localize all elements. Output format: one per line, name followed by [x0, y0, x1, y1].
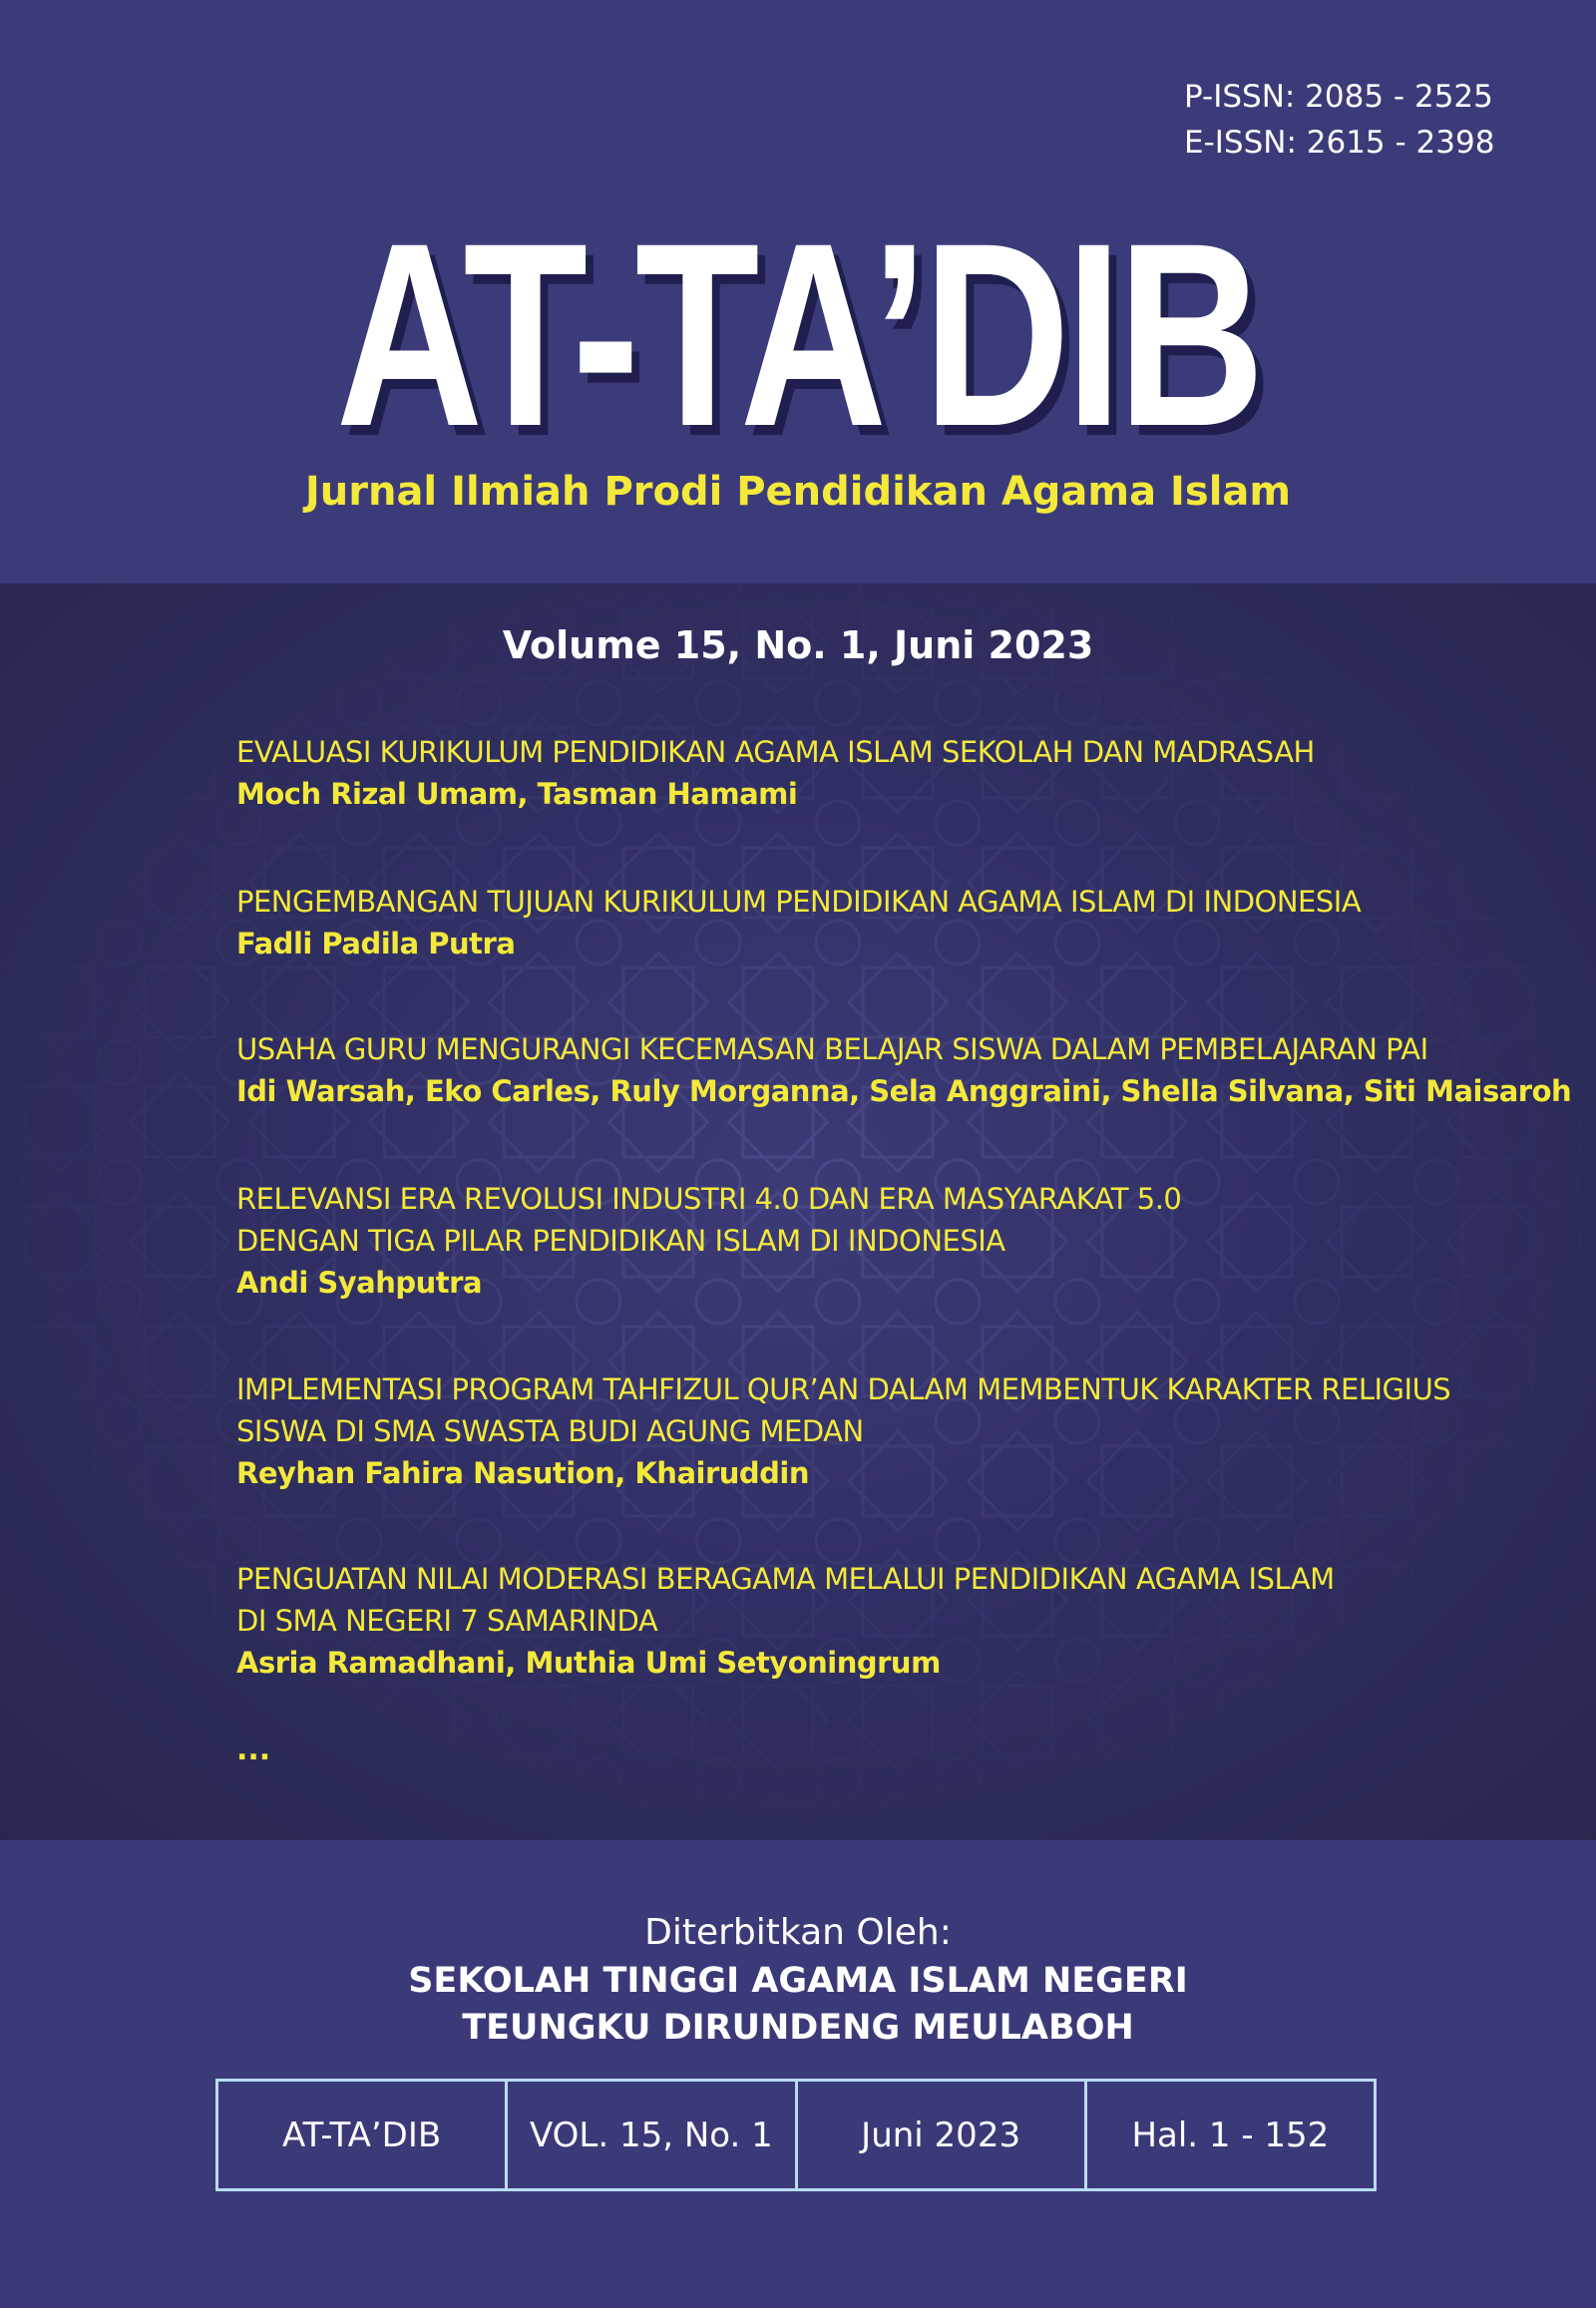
article-authors: Asria Ramadhani, Muthia Umi Setyoningrum [236, 1646, 941, 1680]
article-authors: Reyhan Fahira Nasution, Khairuddin [236, 1456, 810, 1490]
article-title-continued: DI SMA NEGERI 7 SAMARINDA [236, 1604, 658, 1638]
article-title: RELEVANSI ERA REVOLUSI INDUSTRI 4.0 DAN ERA MASYARAKAT 5.0 [236, 1182, 1182, 1216]
journal-masthead: AT-TA’DIB [335, 189, 1261, 481]
article-authors: Andi Syahputra [236, 1266, 483, 1300]
institution-line: SEKOLAH TINGGI AGAMA ISLAM NEGERI [408, 1961, 1188, 2001]
journal-subtitle: Jurnal Ilmiah Prodi Pendidikan Agama Islam [304, 469, 1292, 515]
e-issn: E-ISSN: 2615 - 2398 [1184, 125, 1495, 161]
article-title: USAHA GURU MENGURANGI KECEMASAN BELAJAR SISWA DALAM PEMBELAJARAN PAI [236, 1032, 1428, 1066]
article-item [236, 881, 1523, 964]
table-of-contents [0, 583, 1596, 1840]
article-authors: Idi Warsah, Eko Carles, Ruly Morganna, Sela Anggraini, Shella Silvana, Siti Maisaroh [236, 1074, 1572, 1108]
article-item [236, 731, 1523, 815]
published-by-label: Diterbitkan Oleh: [644, 1912, 952, 1953]
article-item [236, 1178, 1523, 1304]
institution-line: TEUNGKU DIRUNDENG MEULABOH [462, 2008, 1134, 2048]
article-title: PENGEMBANGAN TUJUAN KURIKULUM PENDIDIKAN AGAMA ISLAM DI INDONESIA [236, 885, 1362, 919]
article-authors: Fadli Padila Putra [236, 927, 516, 961]
article-item [236, 1558, 1523, 1684]
more-articles-ellipsis: ... [236, 1732, 271, 1767]
article-title: EVALUASI KURIKULUM PENDIDIKAN AGAMA ISLAM SEKOLAH DAN MADRASAH [236, 735, 1315, 769]
article-item [236, 1368, 1523, 1494]
publisher-institution [0, 1958, 1596, 2052]
volume-heading: Volume 15, No. 1, Juni 2023 [502, 623, 1094, 667]
article-item [236, 1028, 1572, 1112]
article-title: IMPLEMENTASI PROGRAM TAHFIZUL QUR’AN DALAM MEMBENTUK KARAKTER RELIGIUS [236, 1372, 1451, 1406]
pages-cell: Hal. 1 - 152 [1084, 2082, 1374, 2188]
volume-cell: VOL. 15, No. 1 [505, 2082, 794, 2188]
journal-name-cell: AT-TA’DIB [282, 2115, 442, 2155]
cover-footer [0, 1840, 1596, 2308]
issn-block [1184, 74, 1494, 166]
cover-header [0, 0, 1596, 583]
article-title-continued: DENGAN TIGA PILAR PENDIDIKAN ISLAM DI INDONESIA [236, 1224, 1005, 1258]
date-cell: Juni 2023 [795, 2082, 1084, 2188]
issue-info-table [215, 2079, 1377, 2191]
article-title-continued: SISWA DI SMA SWASTA BUDI AGUNG MEDAN [236, 1414, 864, 1448]
article-authors: Moch Rizal Umam, Tasman Hamami [236, 777, 798, 811]
article-title: PENGUATAN NILAI MODERASI BERAGAMA MELALUI PENDIDIKAN AGAMA ISLAM [236, 1562, 1335, 1596]
p-issn: P-ISSN: 2085 - 2525 [1184, 79, 1493, 115]
